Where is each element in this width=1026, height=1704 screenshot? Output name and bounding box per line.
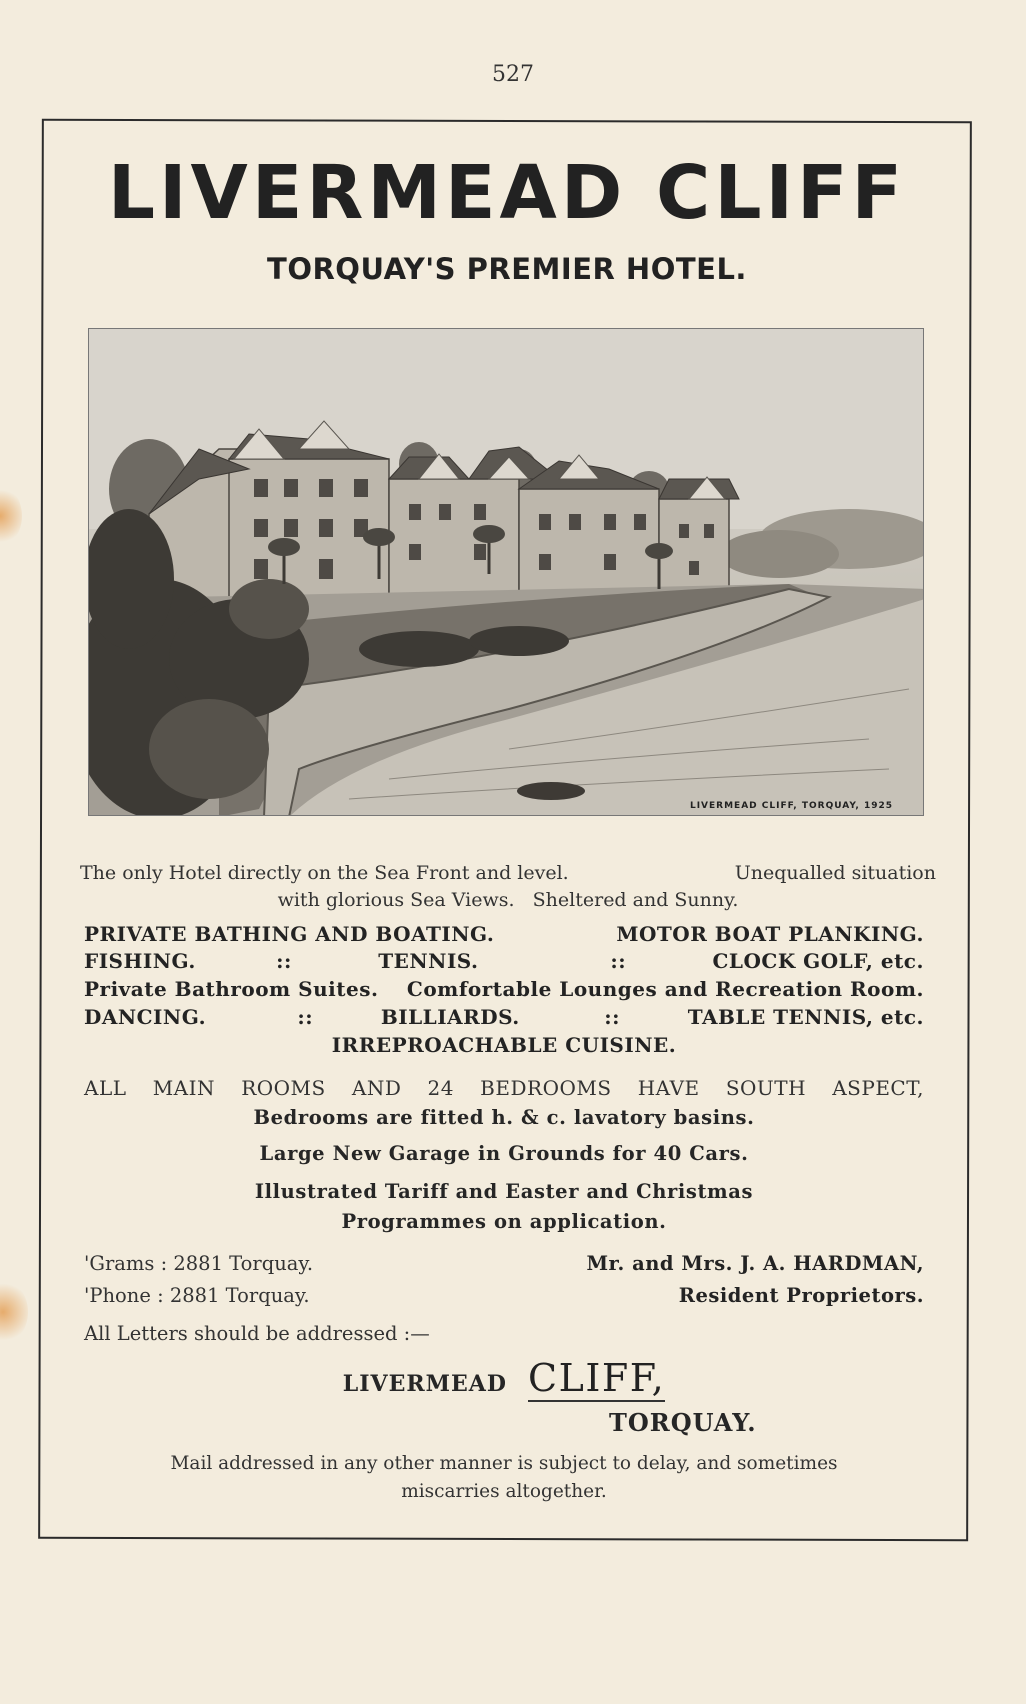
amenity-item: DANCING. [84, 1005, 207, 1029]
paper-stain-upper [0, 486, 22, 546]
amenity-item: FISHING. [84, 949, 196, 973]
aspect-word: MAIN [152, 1076, 216, 1100]
aspect-word: ASPECT, [832, 1076, 924, 1100]
hotel-title: LIVERMEAD CLIFF [107, 150, 907, 236]
mail-footnote [84, 1450, 924, 1506]
telegrams-number: 'Grams : 2881 Torquay. [84, 1252, 314, 1275]
footnote-line2: miscarries altogether. [401, 1481, 607, 1502]
separator: :: [604, 1005, 621, 1029]
aspect-word: SOUTH [725, 1076, 807, 1100]
intro-line1-right: Unequalled situation [734, 862, 936, 884]
amenity-item: TABLE TENNIS, etc. [687, 1005, 924, 1029]
address-livermead: LIVERMEAD [342, 1371, 507, 1397]
proprietors-role: Resident Proprietors. [678, 1284, 924, 1307]
amenity-item: CLOCK GOLF, etc. [712, 949, 924, 973]
aspect-word: HAVE [637, 1076, 700, 1100]
aspect-word: ALL [84, 1076, 127, 1100]
proprietors-name: Mr. and Mrs. J. A. HARDMAN, [586, 1252, 924, 1275]
amenities-row [84, 1003, 924, 1031]
intro-text [80, 860, 936, 914]
amenities-row [84, 920, 924, 948]
separator: :: [276, 949, 292, 973]
address-cliff: CLIFF, [528, 1356, 666, 1400]
page-number: 527 [492, 62, 534, 87]
cuisine-line: IRREPROACHABLE CUISINE. [331, 1033, 677, 1057]
contact-row-phone [84, 1284, 924, 1307]
aspect-word: 24 [427, 1076, 454, 1100]
amenity-item: TENNIS. [378, 949, 479, 973]
aspect-line [84, 1076, 924, 1100]
tariff-line: Illustrated Tariff and Easter and Christmas [254, 1180, 754, 1203]
letters-note: All Letters should be addressed :— [84, 1322, 430, 1345]
amenity-item: BILLIARDS. [380, 1005, 520, 1029]
aspect-word: AND [351, 1076, 402, 1100]
amenities-row [84, 975, 924, 1003]
aspect-word: BEDROOMS [480, 1076, 612, 1100]
hotel-illustration [89, 329, 924, 816]
paper-stain-lower [0, 1280, 28, 1344]
address-torquay: TORQUAY. [609, 1408, 757, 1437]
amenity-item: PRIVATE BATHING AND BOATING. [84, 922, 495, 946]
garage-line: Large New Garage in Grounds for 40 Cars. [259, 1142, 749, 1165]
hotel-photograph [88, 328, 924, 816]
amenities-row [84, 947, 924, 975]
programmes-line: Programmes on application. [341, 1210, 667, 1233]
amenity-item: Private Bathroom Suites. [84, 977, 379, 1001]
hotel-subtitle: TORQUAY'S PREMIER HOTEL. [267, 252, 747, 286]
aspect-word: ROOMS [241, 1076, 326, 1100]
intro-line1-left: The only Hotel directly on the Sea Front and level. [80, 862, 569, 884]
amenities-block [84, 920, 924, 1059]
photo-caption: LIVERMEAD CLIFF, TORQUAY, 1925 [689, 801, 893, 811]
footnote-line1: Mail addressed in any other manner is subject to delay, and sometimes [170, 1453, 838, 1474]
bedrooms-line: Bedrooms are fitted h. & c. lavatory basins. [253, 1106, 755, 1129]
amenities-row [84, 1031, 924, 1059]
separator: :: [610, 949, 627, 973]
contact-row-grams [84, 1252, 924, 1275]
phone-number: 'Phone : 2881 Torquay. [84, 1284, 310, 1307]
amenity-item: Comfortable Lounges and Recreation Room. [406, 977, 924, 1001]
intro-line2: with glorious Sea Views. Sheltered and Sunny. [277, 889, 739, 911]
amenity-item: MOTOR BOAT PLANKING. [616, 922, 924, 946]
postal-address [84, 1356, 924, 1437]
separator: :: [297, 1005, 314, 1029]
